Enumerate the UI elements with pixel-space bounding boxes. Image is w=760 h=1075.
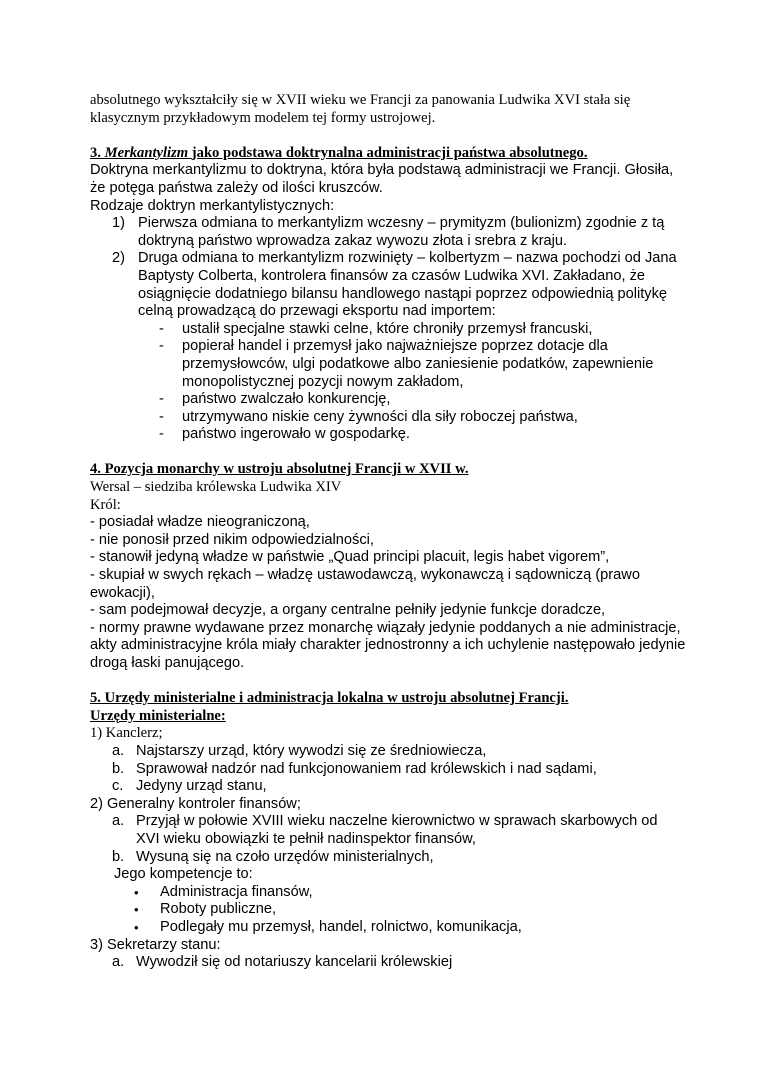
- paragraph-line: Doktryna merkantylizmu to doktryna, która była podstawą administracji we Francji. Głosiła,: [90, 162, 674, 179]
- sub-list-item: [90, 321, 690, 339]
- bullet-marker: •: [134, 884, 139, 900]
- paragraph-line: Rodzaje doktryn merkantylistycznych:: [90, 197, 335, 214]
- heading-text: jako podstawa doktrynalna administracji państwa absolutnego: [191, 144, 584, 161]
- sub-list-line: przemysłowców, ulgi podatkowe albo zaniesienie podatków, zapewnienie: [182, 355, 654, 372]
- bullet-marker: •: [134, 919, 139, 935]
- item-letter: c.: [112, 778, 124, 795]
- bullet-marker: •: [134, 902, 139, 918]
- sub-list-line: monopolistycznej pozycji nowym zakładom,: [182, 373, 464, 390]
- lettered-item-line: Jedyny urząd stanu,: [136, 778, 267, 795]
- list-item-line: doktryną państwo wprowadza zakaz wywozu złota i srebra z kraju.: [138, 232, 568, 249]
- paragraph-line: akty administracyjne króla miały charakter jednostronny a ich uchylenie następowało jedynie: [90, 637, 686, 654]
- sub-list-line: utrzymywano niskie ceny żywności dla siły roboczej państwa,: [182, 408, 578, 425]
- lettered-item-line: Przyjął w połowie XVIII wieku naczelne kierownictwo w sprawach skarbowych od: [136, 813, 658, 830]
- section-5-heading: 5. Urzędy ministerialne i administracja lokalna w ustroju absolutnej Francji.: [90, 690, 569, 707]
- sub-list-line: państwo ingerowało w gospodarkę.: [182, 426, 410, 443]
- sub-list-line: popierał handel i przemysł jako najważniejsze poprzez dotacje dla: [182, 338, 608, 355]
- intro-line: klasycznym przykładowym modelem tej formy ustrojowej.: [90, 109, 436, 126]
- dash-marker: -: [159, 338, 164, 355]
- section-5-subheading: Urzędy ministerialne:: [90, 707, 226, 724]
- list-item-line: celną prowadzącą do przewagi eksportu nad importem:: [138, 303, 496, 320]
- item-letter: a.: [112, 742, 125, 759]
- list-item: [90, 215, 690, 250]
- bullet-text: Podlegały mu przemysł, handel, rolnictwo, komunikacja,: [160, 918, 522, 935]
- dash-marker: -: [159, 426, 164, 443]
- paragraph-line: - posiadał władze nieograniczoną,: [90, 514, 310, 531]
- dash-marker: -: [159, 408, 164, 425]
- bullet-text: Roboty publiczne,: [160, 901, 277, 918]
- document-page: [90, 92, 690, 972]
- lettered-item-line: Sprawował nadzór nad funkcjonowaniem rad królewskich i nad sądami,: [136, 760, 597, 777]
- bullet-item: [90, 884, 690, 902]
- lettered-item: [90, 813, 690, 848]
- dash-marker: -: [159, 320, 164, 337]
- paragraph-line: - sam podejmował decyzje, a organy centralne pełniły jedynie funkcje doradcze,: [90, 602, 606, 619]
- list-item-line: Baptysty Colberta, kontrolera finansów za czasów Ludwika XVI. Zakładano, że: [138, 267, 645, 284]
- sub-list-item: [90, 338, 690, 391]
- dash-marker: -: [159, 391, 164, 408]
- sub-list-line: państwo zwalczało konkurencję,: [182, 391, 391, 408]
- item-letter: a.: [112, 954, 125, 971]
- lettered-item-line: XVI wieku obowiązki te pełnił nadinspektor finansów,: [136, 830, 476, 847]
- bullet-text: Administracja finansów,: [160, 883, 313, 900]
- list-number: 1): [112, 215, 125, 232]
- paragraph-line: drogą łaski panującego.: [90, 655, 245, 671]
- list-item-line: Druga odmiana to merkantylizm rozwinięty – kolbertyzm – nazwa pochodzi od Jana: [138, 250, 677, 267]
- sub-list-item: [90, 391, 690, 409]
- bullet-item: [90, 919, 690, 937]
- lettered-item: [90, 743, 690, 761]
- paragraph-line: że potęga państwa zależy od ilości kruszców.: [90, 179, 383, 196]
- office-title: 1) Kanclerz;: [90, 725, 163, 742]
- lettered-item: [90, 954, 690, 972]
- paragraph-line: Król:: [90, 496, 121, 513]
- sub-list-item: [90, 409, 690, 427]
- sub-list-item: [90, 426, 690, 444]
- paragraph-line: ewokacji),: [90, 584, 155, 601]
- bullet-item: [90, 901, 690, 919]
- paragraph-line: - stanowił jedyną władze w państwie „Quad principi placuit, legis habet vigorem”,: [90, 549, 610, 566]
- paragraph-line: - normy prawne wydawane przez monarchę wiązały jedynie poddanych a nie administracje,: [90, 619, 681, 636]
- lettered-item-line: Wywodził się od notariuszy kancelarii królewskiej: [136, 954, 453, 971]
- list-item-line: osiągnięcie dodatniego bilansu handlowego nastąpi poprzez odpowiednią politykę: [138, 285, 668, 302]
- section-3-heading: [90, 145, 690, 163]
- lettered-item: [90, 778, 690, 796]
- lettered-item: [90, 849, 690, 867]
- paragraph-line: Wersal – siedziba królewska Ludwika XIV: [90, 479, 342, 496]
- section-4-heading: 4. Pozycja monarchy w ustroju absolutnej Francji w XVII w.: [90, 461, 469, 478]
- list-item: [90, 250, 690, 320]
- paragraph-line: - nie ponosił przed nikim odpowiedzialności,: [90, 531, 374, 548]
- lettered-item-line: Wysuną się na czoło urzędów ministerialnych,: [136, 848, 434, 865]
- competence-label: Jego kompetencje to:: [114, 866, 253, 883]
- list-item-line: Pierwsza odmiana to merkantylizm wczesny – prymityzm (bulionizm) zgodnie z tą: [138, 215, 665, 232]
- heading-emphasis: Merkantylizm: [104, 144, 189, 161]
- item-letter: a.: [112, 813, 125, 830]
- heading-end: .: [583, 144, 588, 161]
- intro-line: absolutnego wykształciły się w XVII wieku we Francji za panowania Ludwika XVI stała się: [90, 92, 631, 108]
- item-letter: b.: [112, 760, 125, 777]
- sub-list-line: ustalił specjalne stawki celne, które chroniły przemysł francuski,: [182, 320, 593, 337]
- paragraph-line: - skupiał w swych rękach – władzę ustawodawczą, wykonawczą i sądowniczą (prawo: [90, 567, 640, 584]
- heading-number: 3.: [90, 144, 101, 161]
- item-letter: b.: [112, 848, 125, 865]
- lettered-item-line: Najstarszy urząd, który wywodzi się ze średniowiecza,: [136, 742, 487, 759]
- office-title: 2) Generalny kontroler finansów;: [90, 795, 301, 812]
- lettered-item: [90, 761, 690, 779]
- office-title: 3) Sekretarzy stanu:: [90, 936, 221, 953]
- list-number: 2): [112, 250, 125, 267]
